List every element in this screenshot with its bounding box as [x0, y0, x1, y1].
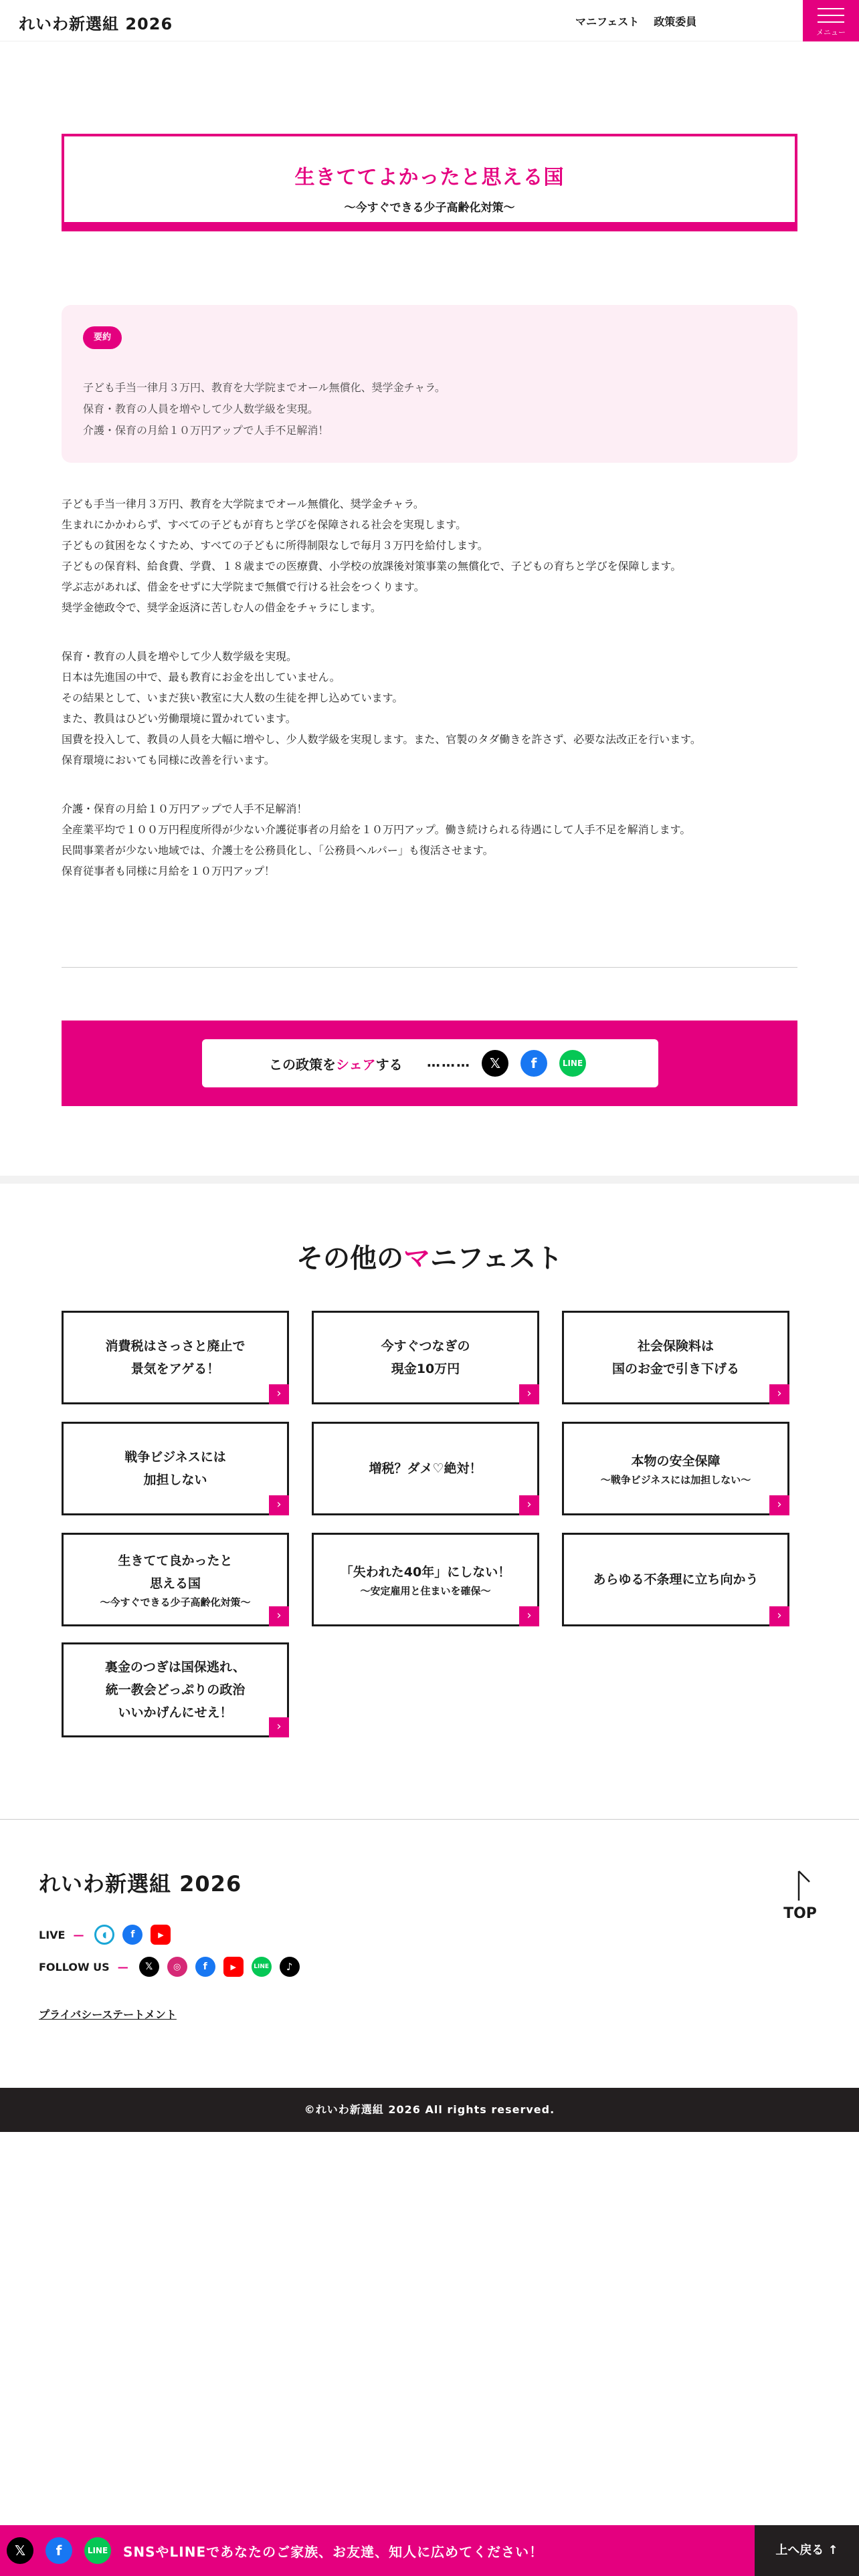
- site-logo[interactable]: れいわ新選組 2026: [19, 15, 173, 33]
- hamburger-icon-bar: [818, 21, 844, 23]
- card-line: 生きてて良かったと: [118, 1553, 233, 1568]
- card-line: 国のお金で引き下げる: [611, 1362, 739, 1376]
- chevron-right-icon: ›: [769, 1606, 789, 1626]
- dash-separator: —: [73, 1928, 84, 1941]
- content-divider: [62, 967, 797, 968]
- back-to-top-button[interactable]: [755, 2525, 859, 2576]
- paragraph-line: その結果として、いまだ狭い教室に大人数の生徒を押し込めています。: [62, 691, 403, 704]
- paragraph-line: 保育・教育の人員を増やして少人数学級を実現。: [62, 650, 298, 663]
- chevron-right-icon: ›: [269, 1717, 289, 1737]
- tiktok-icon[interactable]: ♪: [280, 1957, 300, 1977]
- x-share-icon[interactable]: 𝕏: [7, 2537, 33, 2564]
- paragraph-line: 子どもの貧困をなくすため、すべての子どもに所得制限なしで毎月３万円を給付します。: [62, 539, 488, 552]
- policy-paragraph-1: [62, 494, 797, 618]
- dash-separator: —: [117, 1960, 128, 1973]
- paragraph-line: 子どもの保育料、給食費、学費、１８歳までの医療費、小学校の放課後対策事業の無償化で、子どもの育ちと学びを保障します。: [62, 560, 682, 572]
- chevron-right-icon: ›: [519, 1495, 539, 1515]
- share-icons: [482, 1050, 586, 1077]
- x-icon[interactable]: 𝕏: [139, 1957, 159, 1977]
- share-band: [62, 1021, 797, 1106]
- share-text-prefix: この政策を: [269, 1057, 336, 1073]
- share-text-suffix: する: [375, 1057, 403, 1073]
- card-subline: 〜戦争ビジネスには加担しない〜: [600, 1474, 751, 1486]
- line-share-icon[interactable]: LINE: [559, 1050, 586, 1077]
- bottom-share-bar: [0, 2525, 859, 2576]
- main-nav: [575, 13, 696, 29]
- share-card: [202, 1039, 658, 1087]
- other-title-part-a: その他の: [296, 1243, 403, 1274]
- manifest-card-social-insurance[interactable]: [562, 1311, 789, 1404]
- card-line: あらゆる不条理に立ち向かう: [593, 1572, 759, 1587]
- card-line: 景気をアゲる！: [130, 1362, 220, 1376]
- policy-title: 生きててよかったと思える国: [294, 166, 565, 189]
- summary-box: [62, 305, 797, 463]
- paragraph-line: 子ども手当一律月３万円、教育を大学院までオール無償化、奨学金チャラ。: [62, 498, 424, 510]
- menu-button[interactable]: [803, 0, 859, 41]
- card-line: 現金10万円: [391, 1362, 460, 1376]
- chevron-right-icon: ›: [269, 1384, 289, 1404]
- policy-subtitle: 〜今すぐできる少子高齢化対策〜: [344, 201, 515, 215]
- top-label: TOP: [783, 1905, 817, 1922]
- card-line: 増税？ダメ♡絶対！: [369, 1461, 482, 1476]
- facebook-share-icon[interactable]: f: [45, 2537, 72, 2564]
- youtube-live-icon[interactable]: ▶: [151, 1925, 171, 1945]
- summary-item: 保育・教育の人員を増やして少人数学級を実現。: [83, 403, 319, 415]
- footer-divider: [0, 1819, 859, 1820]
- hamburger-icon-bar: [818, 15, 844, 16]
- other-title-accent: マ: [403, 1243, 430, 1274]
- nav-item-manifest[interactable]: マニフェスト: [575, 15, 640, 28]
- footer-live-row: [39, 1925, 171, 1945]
- paragraph-line: 日本は先進国の中で、最も教育にお金を出していません。: [62, 671, 341, 683]
- share-text-highlight: シェア: [336, 1057, 376, 1073]
- policy-paragraph-3: [62, 798, 797, 881]
- share-dots: ………: [427, 1054, 471, 1070]
- manifest-card-absurdity[interactable]: [562, 1533, 789, 1626]
- scroll-top-button[interactable]: [780, 1868, 820, 1922]
- paragraph-line: また、教員はひどい労働環境に置かれています。: [62, 712, 296, 725]
- card-line: 思える国: [149, 1576, 201, 1591]
- policy-paragraph-2: [62, 646, 797, 770]
- manifest-card-security[interactable]: [562, 1422, 789, 1515]
- footer-follow-row: [39, 1957, 300, 1977]
- card-subline: 〜今すぐできる少子高齢化対策〜: [100, 1596, 251, 1608]
- paragraph-line: 保育環境においても同様に改善を行います。: [62, 754, 275, 766]
- youtube-icon[interactable]: ▶: [223, 1957, 244, 1977]
- manifest-card-lost-40-years[interactable]: [312, 1533, 539, 1626]
- manifest-card-cash-benefit[interactable]: [312, 1311, 539, 1404]
- site-header: [0, 0, 859, 41]
- card-line: 統一教会どっぷりの政治: [105, 1683, 246, 1697]
- line-share-icon[interactable]: LINE: [84, 2537, 111, 2564]
- paragraph-line: 生まれにかかわらず、すべての子どもが育ちと学びを保障される社会を実現します。: [62, 518, 467, 531]
- section-separator: [0, 1176, 859, 1184]
- summary-item: 子ども手当一律月３万円、教育を大学院までオール無償化、奨学金チャラ。: [83, 381, 446, 394]
- chevron-right-icon: ›: [519, 1606, 539, 1626]
- other-manifests-title: [0, 1237, 859, 1275]
- paragraph-line: 奨学金徳政令で、奨学金返済に苦しむ人の借金をチャラにします。: [62, 601, 381, 614]
- card-line: 社会保険料は: [637, 1339, 714, 1354]
- card-line: 本物の安全保障: [631, 1454, 721, 1469]
- card-line: いいかげんにせえ！: [118, 1705, 233, 1720]
- summary-badge: 要約: [83, 326, 122, 349]
- live-stream-icon[interactable]: ◖: [94, 1925, 114, 1945]
- chevron-right-icon: ›: [769, 1384, 789, 1404]
- copyright-bar: ©れいわ新選組 2026 All rights reserved.: [0, 2088, 859, 2132]
- card-line: 「失われた40年」にしない！: [340, 1565, 511, 1580]
- facebook-icon[interactable]: f: [195, 1957, 215, 1977]
- card-line: 戦争ビジネスには: [124, 1450, 226, 1465]
- facebook-live-icon[interactable]: f: [122, 1925, 142, 1945]
- arrow-up-icon: [789, 1868, 816, 1903]
- follow-label: FOLLOW US: [39, 1960, 110, 1973]
- paragraph-line: 国費を投入して、教員の人員を大幅に増やし、少人数学級を実現します。また、官製のタダ働きを許さず、必要な法改正を行います。: [62, 733, 701, 746]
- back-to-top-label: 上へ戻る: [775, 2543, 824, 2557]
- chevron-right-icon: ›: [269, 1495, 289, 1515]
- x-share-icon[interactable]: 𝕏: [482, 1050, 508, 1077]
- instagram-icon[interactable]: ◎: [167, 1957, 187, 1977]
- chevron-right-icon: ›: [269, 1606, 289, 1626]
- paragraph-line: 介護・保育の月給１０万円アップで人手不足解消！: [62, 802, 308, 815]
- summary-list: [83, 377, 446, 441]
- privacy-statement-link[interactable]: プライバシーステートメント: [39, 2008, 177, 2021]
- footer-logo[interactable]: れいわ新選組 2026: [39, 1871, 242, 1897]
- facebook-share-icon[interactable]: f: [520, 1050, 547, 1077]
- share-text: [269, 1054, 403, 1073]
- menu-label: メニュー: [816, 28, 846, 37]
- bottom-bar-message: SNSやLINEであなたのご家族、お友達、知人に広めてください！: [123, 2544, 544, 2560]
- paragraph-line: 保育従事者も同様に月給を１０万円アップ！: [62, 865, 275, 877]
- manifest-card-slush-funds[interactable]: [62, 1642, 289, 1737]
- chevron-right-icon: ›: [769, 1495, 789, 1515]
- card-line: 今すぐつなぎの: [381, 1339, 470, 1354]
- nav-item-policy-committee[interactable]: 政策委員: [654, 15, 697, 28]
- line-icon[interactable]: LINE: [252, 1957, 272, 1977]
- arrow-up-icon: ↑: [828, 2543, 838, 2557]
- manifest-card-glad-to-live[interactable]: [62, 1533, 289, 1626]
- policy-title-box: [62, 134, 797, 231]
- manifest-card-consumption-tax[interactable]: [62, 1311, 289, 1404]
- paragraph-line: 民間事業者が少ない地域では、介護士を公務員化し、「公務員ヘルパー」も復活させます。: [62, 844, 494, 857]
- paragraph-line: 全産業平均で１００万円程度所得が少ない介護従事者の月給を１０万円アップ。働き続けられる待遇にして人手不足を解消します。: [62, 823, 691, 836]
- manifest-card-war-business[interactable]: [62, 1422, 289, 1515]
- paragraph-line: 学ぶ志があれば、借金をせずに大学院まで無償で行ける社会をつくります。: [62, 580, 425, 593]
- chevron-right-icon: ›: [519, 1384, 539, 1404]
- summary-item: 介護・保育の月給１０万円アップで人手不足解消！: [83, 424, 329, 437]
- card-subline: 〜安定雇用と住まいを確保〜: [360, 1585, 491, 1597]
- live-label: LIVE: [39, 1928, 66, 1941]
- other-title-part-b: ニフェスト: [430, 1243, 563, 1274]
- card-line: 裏金のつぎは国保逃れ、: [104, 1660, 246, 1675]
- card-line: 加担しない: [143, 1473, 207, 1487]
- card-line: 消費税はさっさと廃止で: [105, 1339, 246, 1354]
- hamburger-icon: [818, 8, 844, 9]
- manifest-card-no-tax-increase[interactable]: [312, 1422, 539, 1515]
- bottom-share-icons: [7, 2537, 111, 2564]
